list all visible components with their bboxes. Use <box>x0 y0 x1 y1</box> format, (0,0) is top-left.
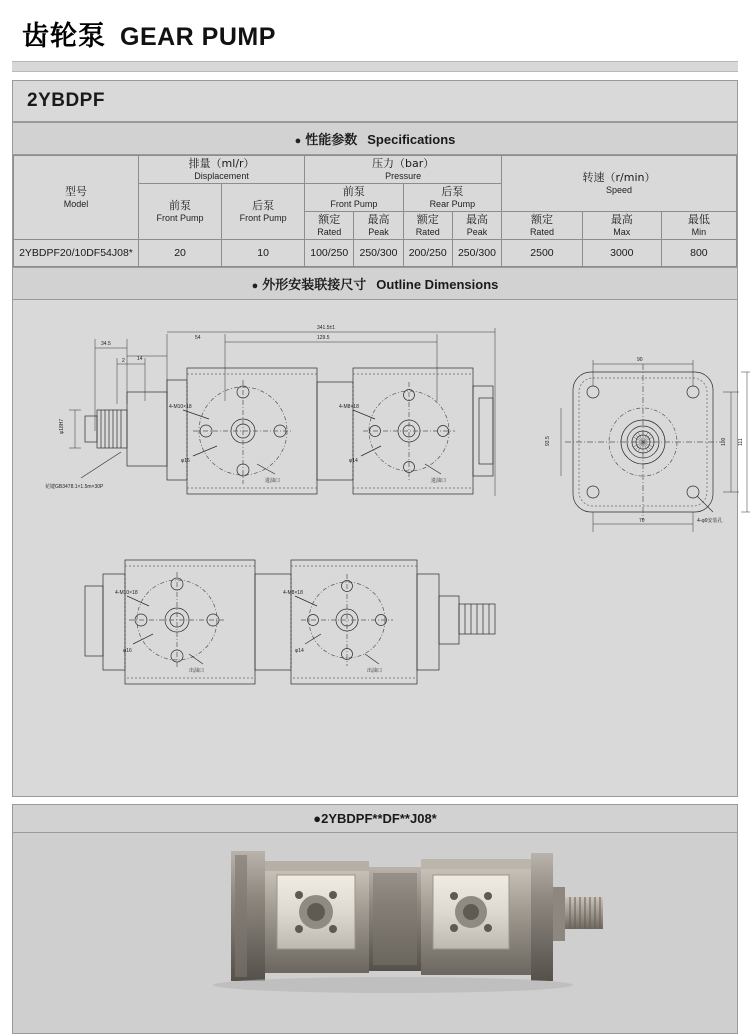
label-inlet-rear: 进油口 <box>431 477 447 484</box>
th-front-peak <box>354 211 403 239</box>
th-disp-rear-en: Front Pump <box>239 212 287 223</box>
photo-caption-bar <box>13 805 737 833</box>
bullet-icon: ● <box>313 810 322 826</box>
th-speed-rated <box>502 211 583 239</box>
th-rear-pump-cn: 后泵 <box>441 184 464 198</box>
th-displacement-cn: 排量（ml/r） <box>188 157 255 170</box>
product-photo <box>13 833 737 1033</box>
outline-drawing-area <box>13 300 744 796</box>
th-speed-en: Speed <box>606 184 633 195</box>
th-speed-rated-en: Rated <box>529 226 554 237</box>
th-front-pump-cn: 前泵 <box>342 184 365 198</box>
label-mount-holes: 4-φ9安装孔 <box>697 517 723 524</box>
cell-speed-rated: 2500 <box>502 239 583 266</box>
dim-129-5: 129.5 <box>317 334 330 341</box>
th-rear-rated-en: Rated <box>415 226 440 237</box>
bullet-icon: ● <box>294 135 302 147</box>
label-outlet-rear: 出油口 <box>367 667 383 674</box>
th-front-rated <box>305 211 354 239</box>
model-code: 2YBDPF <box>27 90 105 111</box>
product-photo-panel <box>12 804 738 1034</box>
specifications-table <box>13 155 737 267</box>
label-port-front-bottom: 4-M10×18 <box>115 589 138 596</box>
th-speed <box>502 156 737 212</box>
dim-70: 70 <box>639 517 645 524</box>
dim-111: 111 <box>738 438 744 446</box>
dim-34-5: 34.5 <box>101 340 111 347</box>
cell-model: 2YBDPF20/10DF54J08* <box>14 239 139 266</box>
label-port-front: 4-M10×18 <box>169 403 192 410</box>
outline-label-en: Outline Dimensions <box>376 276 499 292</box>
label-dia-bottom-b: φ14 <box>295 647 304 654</box>
dim-341-5: 341.5±1 <box>317 324 336 331</box>
outline-label-cn: 外形安装联接尺寸 <box>262 277 367 293</box>
bullet-icon: ● <box>251 279 259 292</box>
photo-caption-label: 2YBDPF**DF**J08* <box>321 810 437 826</box>
cell-rear-rated: 200/250 <box>403 239 452 266</box>
th-disp-rear <box>222 183 305 239</box>
dim-93-5: 93.5 <box>545 436 551 446</box>
dim-54: 54 <box>195 334 201 341</box>
model-bar <box>13 81 737 122</box>
product-photo-image <box>13 833 729 1033</box>
th-rear-pump-en: Rear Pump <box>429 198 476 209</box>
th-rear-rated-cn: 额定 <box>416 212 439 226</box>
dim-shaft: φ18H7 <box>59 418 65 434</box>
cell-speed-max: 3000 <box>582 239 661 266</box>
cell-front-peak: 250/300 <box>354 239 403 266</box>
section-header-specifications <box>13 122 737 155</box>
label-dia-a: φ16 <box>181 457 190 464</box>
page-title-en: GEAR PUMP <box>120 23 276 51</box>
label-port-rear: 4-M8×18 <box>339 403 359 410</box>
th-speed-min <box>661 211 736 239</box>
outline-drawing <box>17 306 744 786</box>
dim-2: 2 <box>122 357 125 364</box>
cell-rear-peak: 250/300 <box>452 239 501 266</box>
th-rear-pump <box>403 183 501 211</box>
th-pressure <box>305 156 502 184</box>
th-rear-peak-cn: 最高 <box>465 212 488 226</box>
th-speed-min-cn: 最低 <box>687 212 710 226</box>
th-speed-min-en: Min <box>691 226 707 237</box>
th-pressure-cn: 压力（bar） <box>371 157 435 170</box>
th-speed-max-en: Max <box>613 226 631 237</box>
section-label-cn: 性能参数 <box>305 133 358 148</box>
th-rear-rated <box>403 211 452 239</box>
th-displacement-en: Displacement <box>194 170 249 181</box>
label-port-rear-bottom: 4-M8×18 <box>283 589 303 596</box>
cell-front-rated: 100/250 <box>305 239 354 266</box>
dim-90: 90 <box>637 356 643 363</box>
th-speed-max <box>582 211 661 239</box>
table-header-row-1 <box>14 156 737 184</box>
note-spline: 花键GB3478.1×1.5m×30P <box>45 483 104 490</box>
th-disp-rear-cn: 后泵 <box>252 198 275 212</box>
th-front-rated-en: Rated <box>317 226 342 237</box>
label-inlet-front: 进油口 <box>265 477 281 484</box>
label-dia-b: φ14 <box>349 457 358 464</box>
th-rear-peak-en: Peak <box>466 226 488 237</box>
th-model-en: Model <box>63 198 89 209</box>
section-label-en: Specifications <box>367 132 456 147</box>
cell-disp-front: 20 <box>139 239 222 266</box>
page-header <box>12 0 738 61</box>
th-pressure-en: Pressure <box>385 170 422 181</box>
dim-14: 14 <box>137 355 143 362</box>
dim-100: 100 <box>721 437 727 446</box>
table-row <box>14 239 737 266</box>
label-dia-bottom-a: φ16 <box>123 647 132 654</box>
th-disp-front <box>139 183 222 239</box>
section-header-outline <box>13 267 737 300</box>
th-front-pump <box>305 183 403 211</box>
th-front-peak-en: Peak <box>368 226 389 237</box>
cell-disp-rear: 10 <box>222 239 305 266</box>
th-model-cn: 型号 <box>65 184 87 198</box>
th-front-peak-cn: 最高 <box>367 212 390 226</box>
th-front-pump-en: Front Pump <box>330 198 378 209</box>
th-speed-cn: 转速（r/min） <box>582 170 656 184</box>
th-model <box>14 156 139 240</box>
header-divider <box>12 61 738 72</box>
th-speed-max-cn: 最高 <box>610 212 633 226</box>
th-front-rated-cn: 额定 <box>318 212 341 226</box>
specifications-panel <box>12 80 744 797</box>
cell-speed-min: 800 <box>661 239 736 266</box>
th-speed-rated-cn: 额定 <box>530 212 553 226</box>
th-rear-peak <box>452 211 501 239</box>
th-disp-front-cn: 前泵 <box>169 198 192 212</box>
th-displacement <box>139 156 305 184</box>
page-title-cn: 齿轮泵 <box>22 21 106 52</box>
label-outlet-front: 出油口 <box>189 667 205 674</box>
th-disp-front-en: Front Pump <box>156 212 204 223</box>
